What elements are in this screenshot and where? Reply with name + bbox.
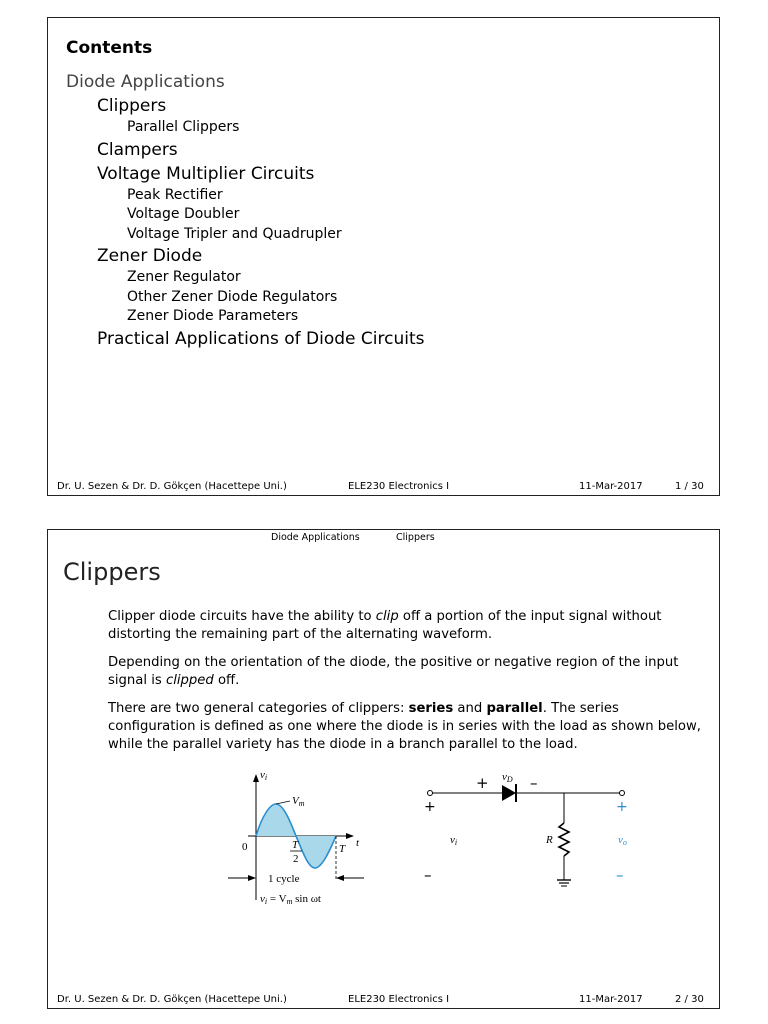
slide-clippers bbox=[47, 529, 720, 1009]
footer-course: ELE230 Electronics I bbox=[348, 481, 450, 492]
axis-vi-label: v bbox=[260, 769, 265, 781]
footer-authors: Dr. U. Sezen & Dr. D. Gökçen (Hacettepe Uni.) bbox=[57, 994, 287, 1005]
series-clipper-circuit bbox=[424, 771, 628, 886]
toc-item[interactable]: Voltage Doubler bbox=[127, 206, 240, 222]
output-minus: – bbox=[616, 866, 624, 884]
toc-item[interactable]: Zener Diode Parameters bbox=[127, 308, 299, 324]
diode-minus-label: – bbox=[530, 774, 538, 792]
input-minus: – bbox=[424, 866, 432, 884]
vd-label: vD bbox=[502, 771, 513, 784]
contents-title: Contents bbox=[66, 38, 153, 58]
table-of-contents bbox=[66, 70, 424, 351]
time-axis-label: t bbox=[356, 837, 360, 849]
footer-page-number: 1 / 30 bbox=[675, 481, 704, 492]
origin-label: 0 bbox=[242, 841, 248, 853]
toc-item[interactable]: Zener Diode bbox=[97, 246, 203, 266]
breadcrumb bbox=[48, 530, 719, 544]
toc-item[interactable]: Clippers bbox=[97, 96, 167, 116]
resistor-symbol bbox=[559, 823, 569, 856]
footer-authors: Dr. U. Sezen & Dr. D. Gökçen (Hacettepe Uni.) bbox=[57, 481, 287, 492]
slide-footer bbox=[48, 992, 719, 1008]
sine-wave-plot bbox=[228, 769, 364, 906]
toc-item[interactable]: Voltage Tripler and Quadrupler bbox=[127, 225, 342, 242]
slide-footer bbox=[48, 479, 719, 495]
diode-plus-label: + bbox=[476, 774, 489, 792]
toc-item[interactable]: Diode Applications bbox=[66, 72, 225, 92]
period-label: T bbox=[339, 843, 346, 855]
paragraph-categories: There are two general categories of clippers: series and parallel. The series configuration is defined as one where the diode is in series with the load as shown below, while the parallel variety has the diode in a branch parallel to the load. bbox=[108, 701, 701, 752]
footer-course: ELE230 Electronics I bbox=[348, 994, 450, 1005]
slide-body bbox=[108, 608, 708, 764]
input-plus: + bbox=[424, 799, 436, 815]
output-voltage-label: vo bbox=[618, 834, 627, 847]
toc-item[interactable]: Zener Regulator bbox=[127, 269, 241, 285]
output-plus: + bbox=[616, 799, 628, 815]
svg-text:vi: vi bbox=[260, 769, 268, 782]
footer-page-number: 2 / 30 bbox=[675, 994, 704, 1005]
toc-item[interactable]: Peak Rectifier bbox=[127, 186, 223, 203]
input-voltage-label: vi bbox=[450, 834, 458, 847]
toc-item[interactable]: Practical Applications of Diode Circuits bbox=[97, 328, 425, 349]
sine-equation: vi = Vm sin ωt bbox=[260, 893, 321, 906]
paragraph-orientation: Depending on the orientation of the diode, the positive or negative region of the input signal is clipped off. bbox=[108, 655, 679, 688]
vm-label: V bbox=[292, 795, 299, 807]
svg-text:Vm: Vm bbox=[292, 795, 305, 808]
toc-item[interactable]: Other Zener Diode Regulators bbox=[127, 288, 338, 305]
clipper-figure bbox=[218, 768, 628, 918]
page-title: Clippers bbox=[63, 558, 161, 586]
diode-symbol bbox=[502, 785, 516, 801]
resistor-label: R bbox=[546, 834, 553, 846]
footer-date: 11-Mar-2017 bbox=[579, 994, 643, 1005]
footer-date: 11-Mar-2017 bbox=[579, 481, 643, 492]
slide-contents bbox=[47, 17, 720, 496]
paragraph-clip: Clipper diode circuits have the ability to clip off a portion of the input signal without distorting the remaining part of the alternating waveform. bbox=[108, 609, 662, 642]
half-period-denominator: 2 bbox=[293, 853, 299, 865]
breadcrumb-subsection[interactable]: Clippers bbox=[396, 532, 435, 543]
toc-item[interactable]: Voltage Multiplier Circuits bbox=[97, 163, 315, 184]
breadcrumb-section[interactable]: Diode Applications bbox=[271, 532, 360, 543]
cycle-label: 1 cycle bbox=[268, 873, 300, 885]
half-period-numerator: T bbox=[292, 839, 299, 851]
toc-item[interactable]: Clampers bbox=[97, 139, 178, 160]
toc-item[interactable]: Parallel Clippers bbox=[127, 119, 240, 135]
